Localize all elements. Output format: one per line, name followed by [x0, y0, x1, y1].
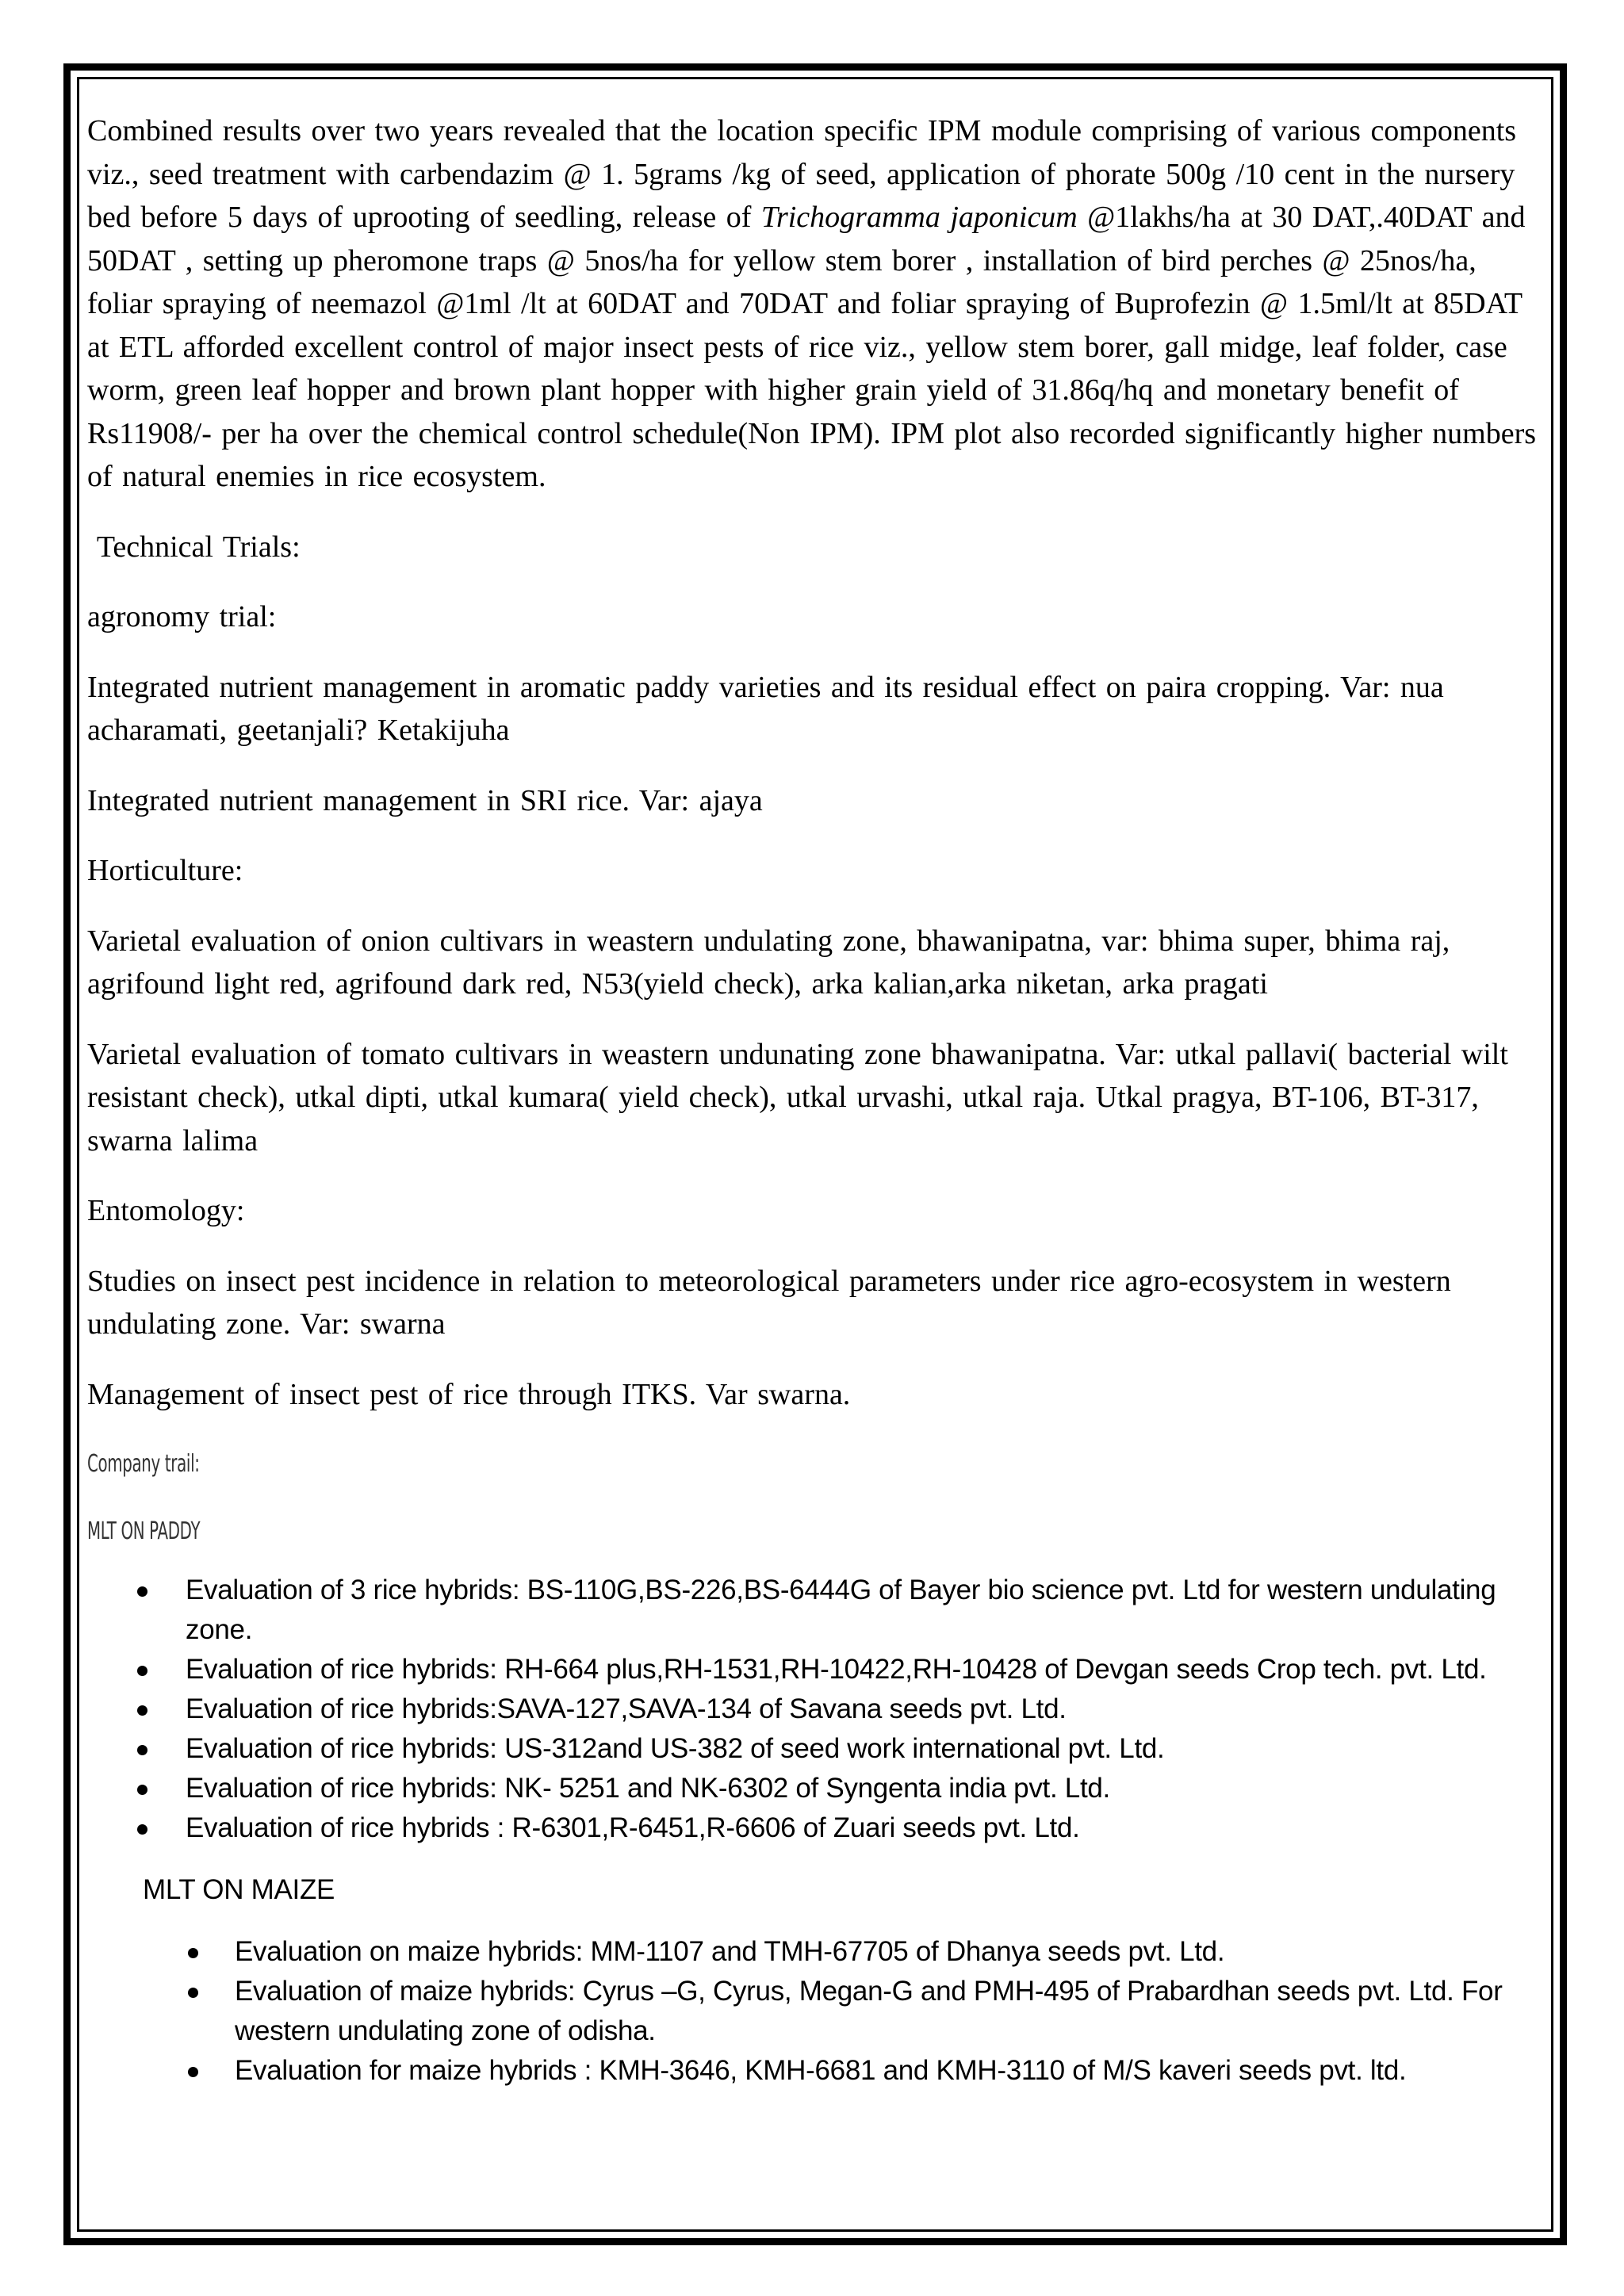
agronomy-heading: agronomy trial:: [87, 600, 277, 633]
mlt-maize-heading: MLT ON MAIZE: [143, 1874, 335, 1905]
document-body: [87, 109, 1538, 2113]
list-item: Evaluation of rice hybrids: US-312and US-382 of seed work international pvt. Ltd.: [87, 1729, 1538, 1769]
agronomy-item: Integrated nutrient management in SRI rice. Var: ajaya: [87, 783, 763, 817]
list-item: Evaluation of rice hybrids: NK- 5251 and NK-6302 of Syngenta india pvt. Ltd.: [87, 1769, 1538, 1808]
list-item: Evaluation of rice hybrids: RH-664 plus,RH-1531,RH-10422,RH-10428 of Devgan seeds Crop tech. pvt. Ltd.: [87, 1650, 1538, 1689]
bullet-icon: [137, 1705, 147, 1716]
list-item: Evaluation on maize hybrids: MM-1107 and TMH-67705 of Dhanya seeds pvt. Ltd.: [87, 1932, 1538, 1972]
mlt-paddy-heading: MLT ON PADDY: [87, 1517, 201, 1545]
list-item: Evaluation for maize hybrids : KMH-3646, KMH-6681 and KMH-3110 of M/S kaveri seeds pvt. ltd.: [87, 2051, 1538, 2091]
ipm-results-paragraph: [87, 109, 1538, 499]
entomology-item: Studies on insect pest incidence in relation to meteorological parameters under rice agro-ecosystem in western undulating zone. Var: swarna: [87, 1264, 1451, 1341]
list-item: Evaluation of 3 rice hybrids: BS-110G,BS-226,BS-6444G of Bayer bio science pvt. Ltd for western undulating zone.: [87, 1571, 1538, 1650]
horticulture-item: Varietal evaluation of tomato cultivars in weastern undunating zone bhawanipatna. Var: utkal pallavi( bacterial wilt resistant check), utkal dipti, utkal kumara( yield check), utkal urvashi, utkal raja. Utkal pragya, BT-106, BT-317, swarna lalima: [87, 1037, 1508, 1158]
paddy-list: [87, 1571, 1538, 1848]
horticulture-item: Varietal evaluation of onion cultivars in weastern undulating zone, bhawanipatna, var: bhima super, bhima raj, agrifound light red, agrifound dark red, N53(yield check), arka kalian,arka niketan, arka pragati: [87, 924, 1450, 1001]
bullet-icon: [137, 1586, 147, 1597]
bullet-icon: [137, 1666, 147, 1676]
ipm-text-part2: @1lakhs/ha at 30 DAT,.40DAT and 50DAT , setting up pheromone traps @ 5nos/ha for yellow stem borer , installation of bird perches @ 25nos/ha, foliar spraying of neemazol @1ml /lt at 60DAT and 70DAT and foliar spraying of Buprofezin @ 1.5ml/lt at 85DAT at ETL afforded excellent control of major insect pests of rice viz., yellow stem borer, gall midge, leaf folder, case worm, green leaf hopper and brown plant hopper with higher grain yield of 31.86q/hq and monetary benefit of Rs11908/- per ha over the chemical control schedule(Non IPM). IPM plot also recorded significantly higher numbers of natural enemies in rice ecosystem.: [87, 201, 1537, 493]
species-name: Trichogramma japonicum: [760, 201, 1078, 234]
maize-list: [87, 1932, 1538, 2091]
entomology-item: Management of insect pest of rice through ITKS. Var swarna.: [87, 1377, 851, 1411]
technical-trials-heading: Technical Trials:: [87, 530, 301, 564]
bullet-icon: [188, 1988, 198, 1998]
entomology-heading: Entomology:: [87, 1194, 245, 1227]
ipm-text-part1: Combined results over two years revealed that the location specific IPM module comprising of various components viz., seed treatment with carbendazim @ 1. 5grams /kg of seed, application of phorate 500g /10 cent in the nursery bed before 5 days of uprooting of seedling, release of: [87, 114, 1517, 234]
horticulture-heading: Horticulture:: [87, 854, 243, 887]
bullet-icon: [137, 1824, 147, 1835]
agronomy-item: Integrated nutrient management in aromatic paddy varieties and its residual effect on paira cropping. Var: nua acharamati, geetanjali? Ketakijuha: [87, 670, 1444, 747]
list-item: Evaluation of maize hybrids: Cyrus –G, Cyrus, Megan-G and PMH-495 of Prabardhan seeds pvt. Ltd. For western undulating zone of odisha.: [87, 1972, 1538, 2051]
company-trail-heading: Company trail:: [87, 1450, 200, 1478]
list-item: Evaluation of rice hybrids : R-6301,R-6451,R-6606 of Zuari seeds pvt. Ltd.: [87, 1808, 1538, 1848]
list-item: Evaluation of rice hybrids:SAVA-127,SAVA-134 of Savana seeds pvt. Ltd.: [87, 1689, 1538, 1729]
bullet-icon: [188, 2067, 198, 2077]
bullet-icon: [137, 1745, 147, 1755]
bullet-icon: [137, 1785, 147, 1795]
bullet-icon: [188, 1948, 198, 1958]
